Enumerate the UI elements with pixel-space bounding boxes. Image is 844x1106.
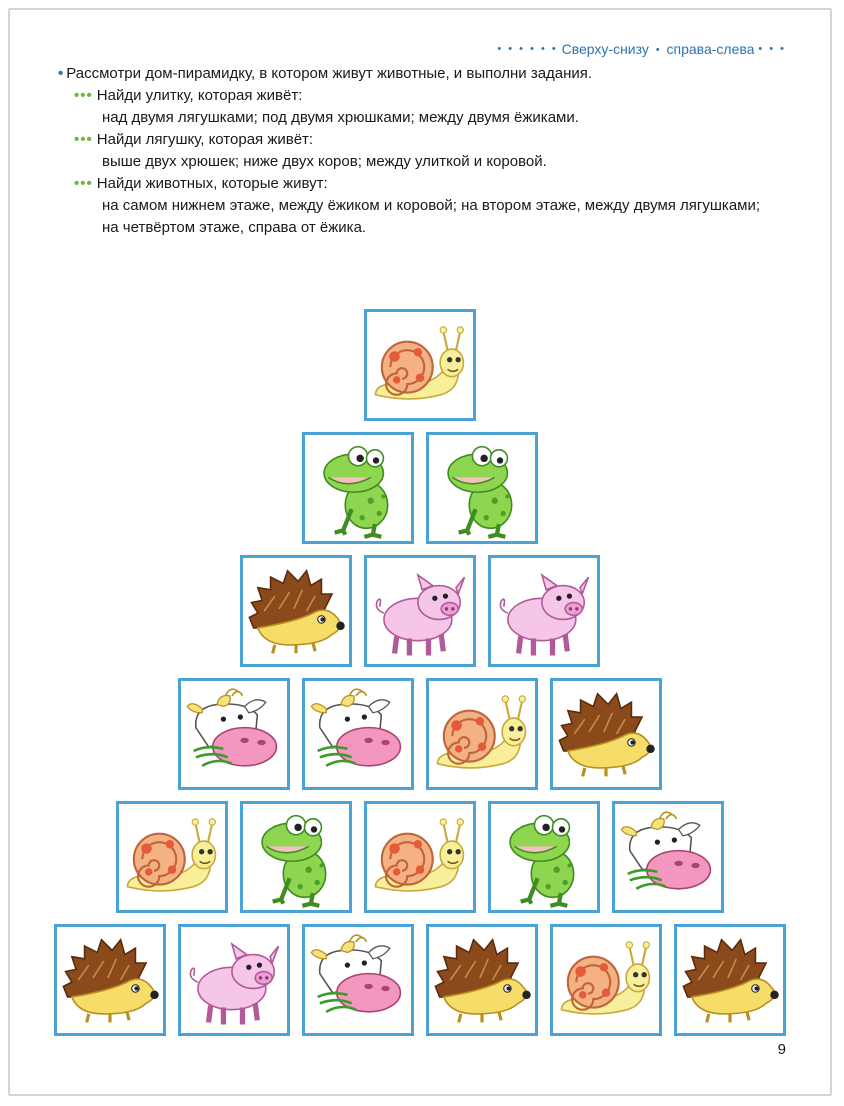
task-title-2	[74, 129, 778, 151]
intro-bullet: •	[58, 65, 64, 82]
pig-icon	[181, 927, 287, 1033]
pyramid-cell-snail	[364, 801, 476, 913]
frog-icon	[429, 435, 535, 541]
hedgehog-icon	[57, 927, 163, 1033]
pyramid-cell-hedgehog	[674, 924, 786, 1036]
pyramid-cell-snail	[116, 801, 228, 913]
task-text-3: на самом нижнем этаже, между ёжиком и коровой; на втором этаже, между двумя лягушками; на четвёртом этаже, справа от ёжика.	[102, 197, 761, 236]
page-number: 9	[777, 1041, 786, 1058]
hedgehog-icon	[677, 927, 783, 1033]
header-part1: Сверху-снизу	[561, 41, 649, 57]
pyramid-cell-pig	[488, 555, 600, 667]
task-text-1: над двумя лягушками; под двумя хрюшками; между двумя ёжиками.	[102, 109, 579, 126]
pyramid-cell-hedgehog	[54, 924, 166, 1036]
cow-icon	[305, 681, 411, 787]
snail-icon	[553, 927, 659, 1033]
pyramid-cell-cow	[302, 924, 414, 1036]
instructions	[58, 63, 778, 239]
section-header	[497, 41, 786, 57]
header-dots-left: • • • • • •	[497, 43, 558, 55]
pyramid-cell-pig	[178, 924, 290, 1036]
snail-icon	[367, 312, 473, 418]
task-3	[74, 173, 778, 239]
pyramid-cell-cow	[302, 678, 414, 790]
pyramid-cell-snail	[426, 678, 538, 790]
pyramid-cell-frog	[240, 801, 352, 913]
pyramid-cell-snail	[550, 924, 662, 1036]
pig-icon	[367, 558, 473, 664]
pyramid-cell-cow	[612, 801, 724, 913]
hedgehog-icon	[553, 681, 659, 787]
cow-icon	[305, 927, 411, 1033]
header-part2: справа-слева	[666, 41, 755, 57]
pyramid-cell-cow	[178, 678, 290, 790]
snail-icon	[367, 804, 473, 910]
task-title-text-3: Найди животных, которые живут:	[96, 175, 328, 192]
pig-icon	[491, 558, 597, 664]
task-title-text-2: Найди лягушку, которая живёт:	[96, 131, 314, 148]
header-dots-right: • • •	[758, 43, 786, 55]
task-2	[74, 129, 778, 173]
task-bullet-1: •••	[74, 87, 93, 104]
pyramid-cell-snail	[364, 309, 476, 421]
task-text-2: выше двух хрюшек; ниже двух коров; между улиткой и коровой.	[102, 153, 547, 170]
hedgehog-icon	[243, 558, 349, 664]
header-separator: •	[655, 44, 660, 56]
pyramid-cell-frog	[488, 801, 600, 913]
intro-text: Рассмотри дом-пирамидку, в котором живут животные, и выполни задания.	[66, 65, 593, 82]
task-bullet-3: •••	[74, 175, 93, 192]
pyramid-cell-frog	[302, 432, 414, 544]
hedgehog-icon	[429, 927, 535, 1033]
intro-line	[58, 63, 778, 85]
pyramid-cell-hedgehog	[240, 555, 352, 667]
frog-icon	[243, 804, 349, 910]
task-title-1	[74, 85, 778, 107]
snail-icon	[429, 681, 535, 787]
task-1	[74, 85, 778, 129]
pyramid-cell-hedgehog	[426, 924, 538, 1036]
pyramid-cell-pig	[364, 555, 476, 667]
pyramid-cell-hedgehog	[550, 678, 662, 790]
cow-icon	[181, 681, 287, 787]
frog-icon	[491, 804, 597, 910]
snail-icon	[119, 804, 225, 910]
task-title-text-1: Найди улитку, которая живёт:	[96, 87, 303, 104]
task-bullet-2: •••	[74, 131, 93, 148]
frog-icon	[305, 435, 411, 541]
task-title-3	[74, 173, 778, 195]
cow-icon	[615, 804, 721, 910]
pyramid-cell-frog	[426, 432, 538, 544]
